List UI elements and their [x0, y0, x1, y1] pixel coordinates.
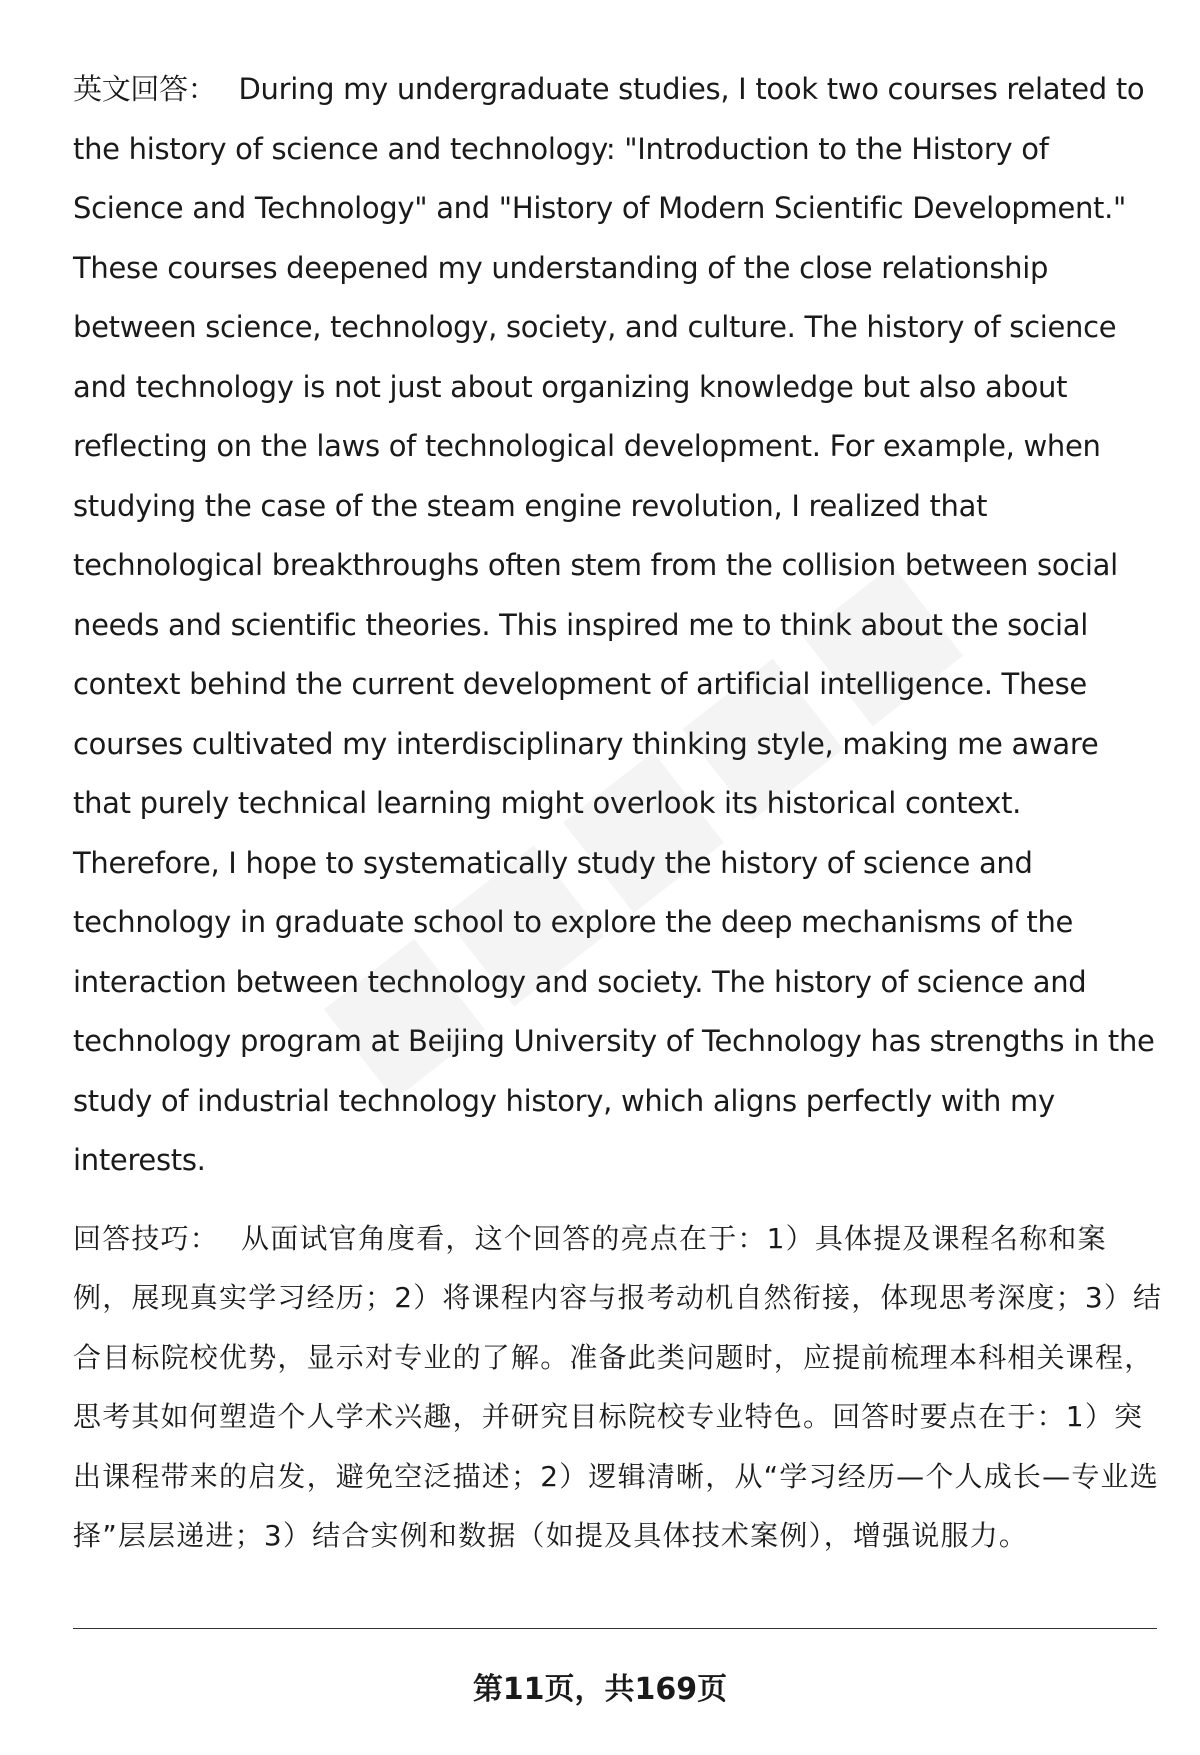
answer-tips-paragraph [73, 1209, 1163, 1566]
english-answer-label: 英文回答： [73, 72, 217, 106]
answer-tips-text: 从面试官角度看，这个回答的亮点在于：1）具体提及课程名称和案例，展现真实学习经历；2）将课程内容与报考动机自然衔接，体现思考深度；3）结合目标院校优势，显示对专业的了解。准备此类问题时，应提前梳理本科相关课程，思考其如何塑造个人学术兴趣，并研究目标院校专业特色。回答时要点在于：1）突出课程带来的启发，避免空泛描述；2）逻辑清晰，从“学习经历—个人成长—专业选择”层层递进；3）结合实例和数据（如提及具体技术案例），增强说服力。 [73, 1221, 1163, 1552]
footer-divider [73, 1628, 1157, 1629]
answer-tips-label: 回答技巧： [73, 1221, 220, 1255]
page-number: 第11页，共169页 [472, 1672, 728, 1707]
english-answer-text: During my undergraduate studies, I took two courses related to the history of science and technology: "Introduction to the History of Science and Technology" and "History of Modern Scientific Development." These courses deepened my understanding of the close relationship between science, technology, society, and culture. The history of science and technology is not just about organizing knowledge but also about reflecting on the laws of technological development. For example, when studying the case of the steam engine revolution, I realized that technological breakthroughs often stem from the collision between social needs and scientific theories. This inspired me to think about the social context behind the current development of artificial intelligence. These courses cultivated my interdisciplinary thinking style, making me aware that purely technical learning might overlook its historical context. Therefore, I hope to systematically study the history of science and technology in graduate school to explore the deep mechanisms of the interaction between technology and society. The history of science and technology program at Beijing University of Technology has strengths in the study of industrial technology history, which aligns perfectly with my interests. [73, 72, 1155, 1177]
english-answer-paragraph [73, 60, 1163, 1191]
page-content [73, 60, 1163, 1566]
